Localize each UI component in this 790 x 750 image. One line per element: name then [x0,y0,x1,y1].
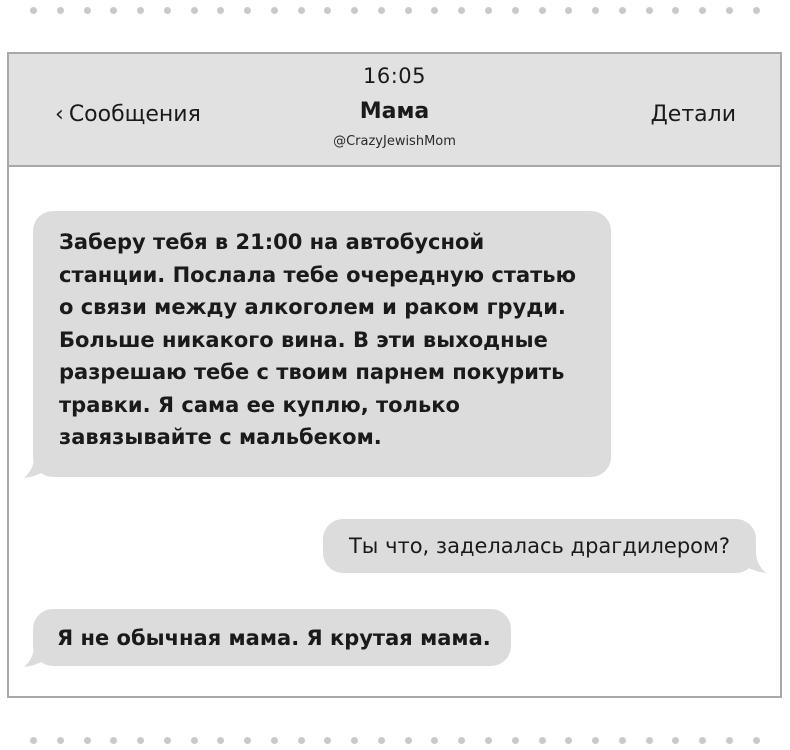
decorative-dot [726,737,733,744]
decorative-dot [485,7,492,14]
decorative-dot [619,737,626,744]
decorative-dot [485,737,492,744]
decorative-dot [84,7,91,14]
decorative-dot [110,7,117,14]
decorative-dot [57,7,64,14]
message-text [59,226,587,454]
bubble-tail-incoming [24,646,46,668]
decorative-dot [431,737,438,744]
decorative-dot [324,737,331,744]
decorative-dot [378,737,385,744]
chat-header [9,54,780,167]
decorative-dot [431,7,438,14]
decorative-dot [137,7,144,14]
decorative-dot [726,7,733,14]
decorative-dot [539,737,546,744]
decorative-dot [351,737,358,744]
message-bubble-outgoing [323,519,756,573]
bubble-tail-outgoing [744,552,766,574]
decorative-dot [699,7,706,14]
decorative-dot [539,7,546,14]
message-bubble-incoming [33,609,511,666]
decorative-dot [405,7,412,14]
decorative-dot [191,7,198,14]
chevron-left-icon: ‹ [55,101,64,127]
decorative-dot [217,737,224,744]
decorative-dot [110,737,117,744]
decorative-dot [164,737,171,744]
message-line: станции. Послала тебе очередную статью [59,262,576,287]
decorative-dot [244,7,251,14]
decorative-dot [646,737,653,744]
decorative-dot [137,737,144,744]
decorative-dot [405,737,412,744]
decorative-dot [753,737,760,744]
decorative-dot [30,7,37,14]
chat-window [7,52,782,698]
decorative-dot [672,737,679,744]
decorative-dot [271,7,278,14]
contact-handle: @CrazyJewishMom [333,134,456,149]
bubble-tail-incoming [24,457,46,479]
message-text: Я не обычная мама. Я крутая мама. [57,625,491,650]
decorative-dots-top [30,5,760,15]
decorative-dot [191,737,198,744]
decorative-dot [351,7,358,14]
decorative-dot [565,7,572,14]
decorative-dot [646,7,653,14]
decorative-dot [592,7,599,14]
status-time: 16:05 [362,64,427,88]
decorative-dot [512,7,519,14]
message-line: травки. Я сама ее куплю, только [59,392,460,417]
back-button-label: Сообщения [68,102,201,127]
decorative-dot [164,7,171,14]
decorative-dot [57,737,64,744]
decorative-dot [378,7,385,14]
message-line: о связи между алкоголем и раком груди. [59,295,566,319]
decorative-dot [30,737,37,744]
decorative-dot [672,7,679,14]
decorative-dot [298,737,305,744]
decorative-dot [753,7,760,14]
decorative-dots-bottom [30,735,760,745]
decorative-dot [298,7,305,14]
decorative-dot [84,737,91,744]
message-text: Ты что, заделалась драгдилером? [348,534,730,558]
decorative-dot [271,737,278,744]
decorative-dot [244,737,251,744]
decorative-dot [512,737,519,744]
contact-name: Мама [359,99,430,124]
decorative-dot [458,7,465,14]
details-button[interactable]: Детали [650,102,736,127]
message-bubble-incoming [33,211,611,477]
decorative-dot [458,737,465,744]
message-line: Заберу тебя в 21:00 на автобусной [59,230,485,254]
decorative-dot [217,7,224,14]
decorative-dot [324,7,331,14]
decorative-dot [699,737,706,744]
message-line: завязывайте с мальбеком. [59,425,382,449]
decorative-dot [592,737,599,744]
message-line: разрешаю тебе с твоим парнем покурить [59,360,565,384]
decorative-dot [619,7,626,14]
decorative-dot [565,737,572,744]
message-line: Больше никакого вина. В эти выходные [59,327,548,352]
